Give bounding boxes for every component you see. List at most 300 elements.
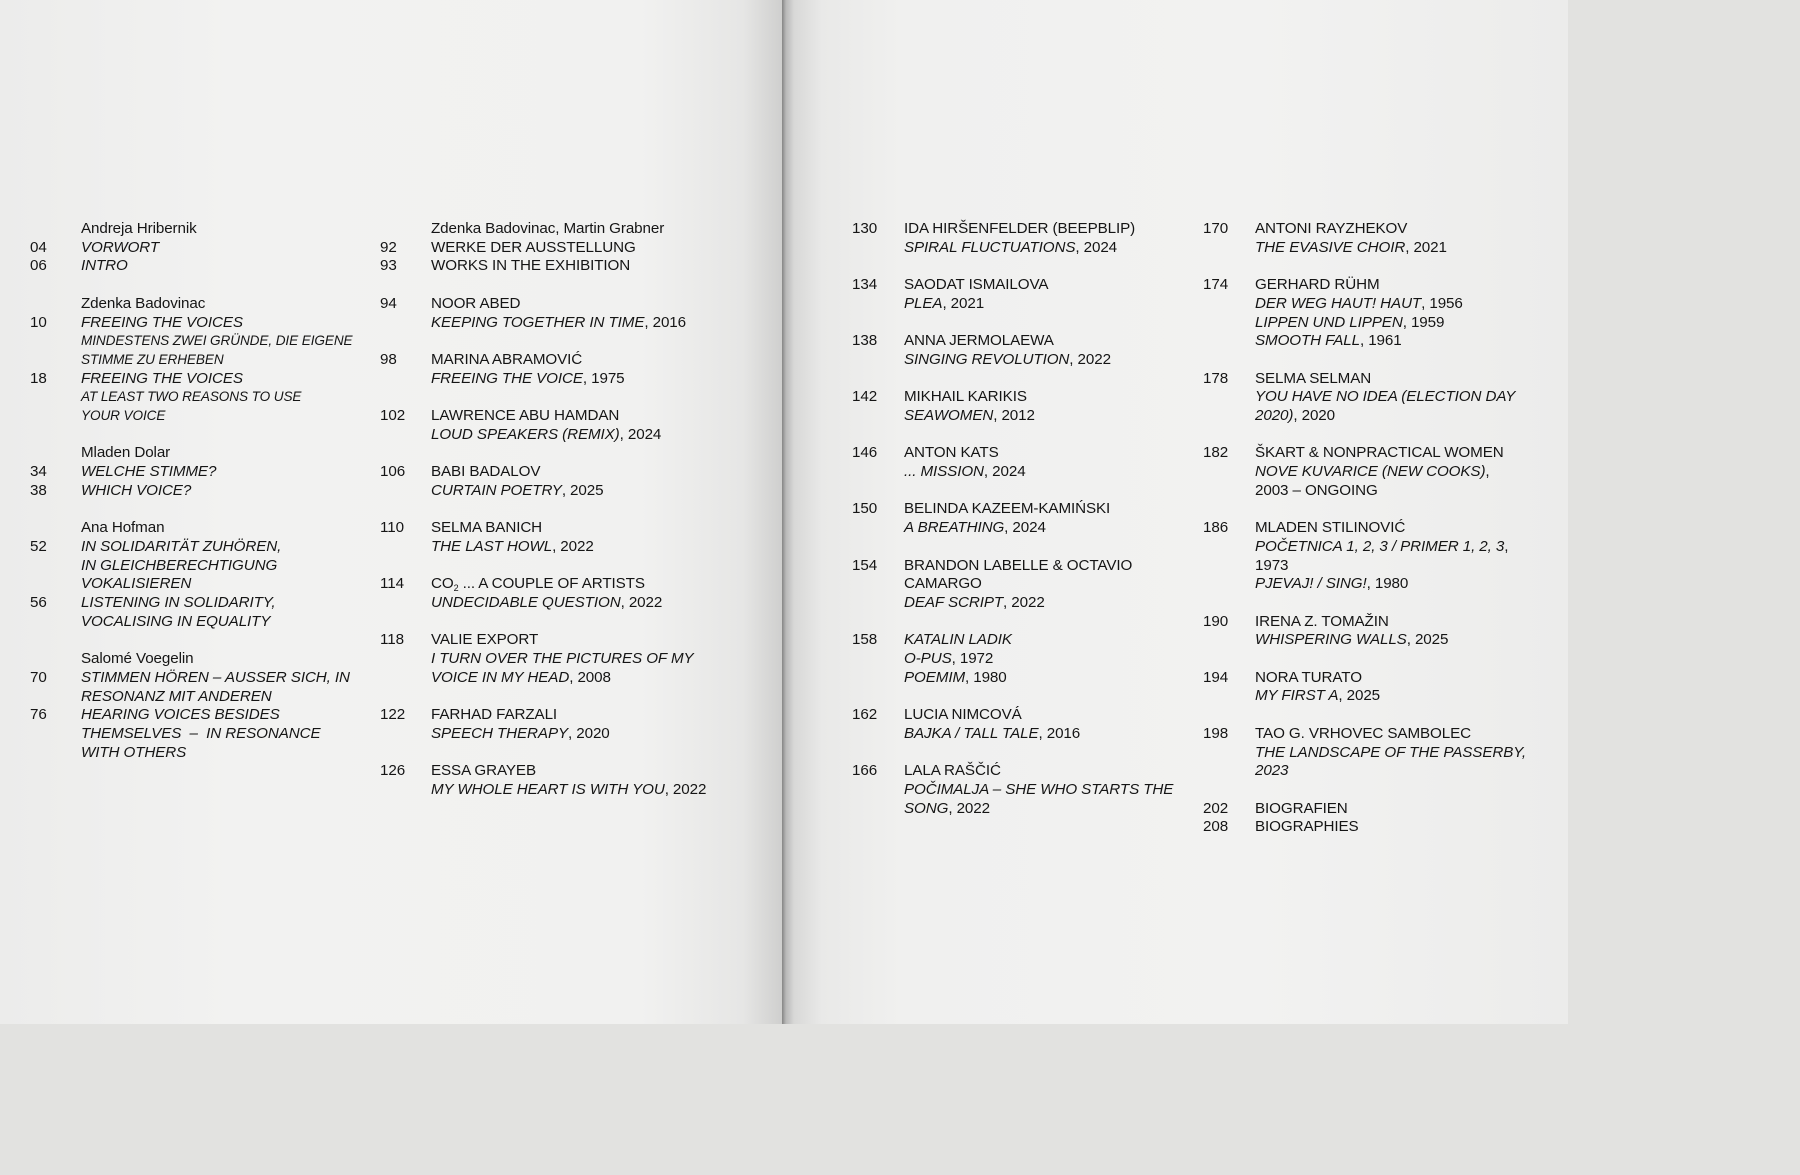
entry-text: KATALIN LADIK <box>904 631 1012 649</box>
entry-title <box>1255 575 1543 594</box>
entry-year: , 1972 <box>951 650 994 668</box>
toc-entry <box>380 463 720 500</box>
toc-line <box>1203 407 1543 426</box>
toc-column <box>380 220 720 818</box>
page-number: 76 <box>30 706 47 724</box>
entry-title <box>81 725 370 744</box>
entry-year: , 2016 <box>644 313 686 331</box>
entry-title <box>431 463 720 482</box>
entry-text: Andreja Hribernik <box>81 220 197 237</box>
toc-entry <box>1203 800 1543 837</box>
entry-title <box>1255 519 1543 538</box>
entry-text: THE LAST HOWL <box>431 537 553 555</box>
entry-title <box>904 407 1192 426</box>
toc-line <box>30 388 370 407</box>
entry-title <box>904 725 1192 744</box>
toc-line <box>380 463 720 482</box>
entry-year: , 1980 <box>1366 575 1409 593</box>
entry-title <box>431 725 720 744</box>
toc-line <box>30 239 370 258</box>
toc-line <box>852 332 1192 351</box>
entry-year: , 1973 <box>1255 537 1513 574</box>
page-number: 94 <box>380 294 397 312</box>
toc-entry <box>380 706 720 743</box>
entry-text: VORWORT <box>81 238 160 256</box>
entry-title <box>904 239 1192 258</box>
entry-text: FREEING THE VOICES <box>81 369 243 387</box>
entry-title <box>81 575 370 594</box>
entry-text: GERHARD RÜHM <box>1255 276 1380 294</box>
toc-line <box>852 388 1192 407</box>
toc-author-line <box>380 220 720 239</box>
entry-text: BIOGRAPHIES <box>1255 818 1359 836</box>
subscript: 2 <box>453 583 459 594</box>
entry-text: SELMA BANICH <box>431 519 543 537</box>
toc-line <box>30 538 370 557</box>
entry-text: YOUR VOICE <box>81 408 166 424</box>
entry-year: , 1961 <box>1359 332 1402 350</box>
entry-title <box>904 650 1192 669</box>
toc-line <box>30 257 370 276</box>
entry-text: WORKS IN THE EXHIBITION <box>431 257 631 275</box>
entry-title <box>431 370 720 389</box>
entry-text: YOU HAVE NO IDEA (ELECTION DAY <box>1255 388 1516 406</box>
page-number: 166 <box>852 762 878 780</box>
toc-line <box>30 706 370 725</box>
entry-text: IDA HIRŠENFELDER (BEEPBLIP) <box>904 220 1136 237</box>
page-number: 98 <box>380 350 397 368</box>
entry-title <box>81 519 370 538</box>
entry-title <box>1255 314 1543 333</box>
entry-text: THE EVASIVE CHOIR <box>1255 238 1406 256</box>
entry-title <box>81 295 370 314</box>
entry-title <box>431 594 720 613</box>
entry-text: WITH OTHERS <box>81 743 187 761</box>
entry-year: , 2024 <box>983 463 1026 481</box>
entry-text: ... MISSION <box>904 463 984 481</box>
entry-title <box>1255 463 1543 482</box>
entry-title <box>904 500 1192 519</box>
entry-title <box>431 351 720 370</box>
toc-line <box>1203 463 1543 482</box>
right-page <box>782 0 1568 1024</box>
toc-line <box>30 463 370 482</box>
entry-text: FREEING THE VOICE <box>431 369 583 387</box>
entry-text: THEMSELVES – IN RESONANCE <box>81 724 321 742</box>
entry-title <box>431 220 720 239</box>
entry-title <box>431 519 720 538</box>
toc-entry <box>1203 220 1543 257</box>
toc-entry <box>380 351 720 388</box>
entry-title <box>431 407 720 426</box>
entry-title <box>904 781 1192 800</box>
entry-text: Salomé Voegelin <box>81 650 194 668</box>
toc-entry <box>380 220 720 276</box>
entry-title <box>431 314 720 333</box>
toc-author-line <box>30 220 370 239</box>
entry-title <box>81 669 370 688</box>
page-number: 70 <box>30 668 47 686</box>
toc-line <box>852 800 1192 819</box>
entry-text: ANTONI RAYZHEKOV <box>1255 220 1408 237</box>
entry-title <box>1255 800 1543 819</box>
entry-text: IRENA Z. TOMAŽIN <box>1255 612 1389 630</box>
toc-line <box>380 725 720 744</box>
entry-year: , 2025 <box>1406 631 1449 649</box>
entry-title <box>1255 444 1543 463</box>
entry-text: CO <box>431 575 454 593</box>
toc-entry <box>852 500 1192 537</box>
entry-title <box>431 781 720 800</box>
entry-title <box>1255 407 1543 426</box>
page-number: 126 <box>380 762 406 780</box>
entry-title <box>81 613 370 632</box>
entry-text: LALA RAŠČIĆ <box>904 762 1001 780</box>
entry-year: , 1959 <box>1402 313 1445 331</box>
entry-text: TAO G. VRHOVEC SAMBOLEC <box>1255 724 1471 742</box>
toc-line <box>852 407 1192 426</box>
toc-line <box>1203 370 1543 389</box>
entry-text: MINDESTENS ZWEI GRÜNDE, DIE EIGENE <box>81 333 353 349</box>
entry-text: KEEPING TOGETHER IN TIME <box>431 313 645 331</box>
page-number: 52 <box>30 537 47 555</box>
entry-text: POČIMALJA – SHE WHO STARTS THE <box>904 780 1174 798</box>
entry-year: , 2024 <box>619 425 662 443</box>
entry-title <box>1255 538 1543 575</box>
page-number: 154 <box>852 556 878 574</box>
entry-text: POČETNICA 1, 2, 3 / PRIMER 1, 2, 3 <box>1255 537 1505 555</box>
entry-year: , 2022 <box>664 780 707 798</box>
toc-line <box>30 688 370 707</box>
toc-entry <box>380 762 720 799</box>
toc-line <box>1203 314 1543 333</box>
toc-line <box>30 351 370 370</box>
entry-title <box>1255 220 1543 239</box>
toc-entry <box>380 295 720 332</box>
entry-title <box>81 332 370 351</box>
toc-entry <box>852 388 1192 425</box>
entry-text: SMOOTH FALL <box>1255 332 1360 350</box>
entry-text: LISTENING IN SOLIDARITY, <box>81 594 276 612</box>
toc-line <box>380 519 720 538</box>
entry-title <box>1255 295 1543 314</box>
entry-title <box>1255 762 1543 781</box>
entry-text: VOICE IN MY HEAD <box>431 668 570 686</box>
entry-text: CAMARGO <box>904 575 982 593</box>
entry-title <box>1255 276 1543 295</box>
entry-text: Zdenka Badovinac <box>81 294 206 312</box>
entry-title <box>1255 631 1543 650</box>
entry-text: MLADEN STILINOVIĆ <box>1255 519 1406 537</box>
page-number: 174 <box>1203 276 1229 294</box>
entry-text: SPEECH THERAPY <box>431 724 569 742</box>
entry-title <box>1255 818 1543 837</box>
entry-year: , 1956 <box>1421 294 1463 312</box>
entry-text: ANNA JERMOLAEWA <box>904 332 1054 350</box>
toc-line <box>380 314 720 333</box>
toc-line <box>852 650 1192 669</box>
toc-line <box>1203 538 1543 575</box>
entry-title <box>1255 613 1543 632</box>
toc-entry <box>30 519 370 631</box>
toc-line <box>380 295 720 314</box>
toc-line <box>30 557 370 576</box>
entry-title <box>904 220 1192 239</box>
entry-year: , 1980 <box>965 668 1007 686</box>
entry-title <box>904 295 1192 314</box>
page-number: 34 <box>30 463 47 481</box>
entry-text: I TURN OVER THE PICTURES OF MY <box>431 650 694 668</box>
toc-line <box>30 482 370 501</box>
entry-text: FARHAD FARZALI <box>431 706 558 724</box>
entry-text: PLEA <box>904 294 943 312</box>
entry-text: SPIRAL FLUCTUATIONS <box>904 238 1076 256</box>
entry-text: LAWRENCE ABU HAMDAN <box>431 406 620 424</box>
toc-line <box>852 557 1192 576</box>
entry-text: SONG <box>904 799 949 817</box>
entry-text: BAJKA / TALL TALE <box>904 724 1039 742</box>
entry-text: Ana Hofman <box>81 519 165 537</box>
entry-year: , 2022 <box>620 593 663 611</box>
toc-line <box>852 669 1192 688</box>
page-number: 110 <box>380 519 404 537</box>
entry-text: SINGING REVOLUTION <box>904 350 1070 368</box>
toc-entry <box>1203 613 1543 650</box>
entry-title <box>81 482 370 501</box>
entry-year: , 2025 <box>1338 687 1381 705</box>
entry-title <box>81 538 370 557</box>
toc-line <box>380 575 720 594</box>
toc-line <box>1203 575 1543 594</box>
toc-line <box>1203 613 1543 632</box>
entry-year: , 2020 <box>568 724 610 742</box>
entry-text: STIMME ZU ERHEBEN <box>81 351 224 367</box>
page-number: 134 <box>852 276 878 294</box>
entry-text: IN GLEICHBERECHTIGUNG <box>81 556 278 574</box>
entry-title <box>1255 744 1543 763</box>
toc-entry <box>30 444 370 500</box>
entry-title <box>81 744 370 763</box>
entry-title <box>81 706 370 725</box>
entry-text: LIPPEN UND LIPPEN <box>1255 313 1403 331</box>
entry-text: BRANDON LABELLE & OCTAVIO <box>904 556 1133 574</box>
entry-text: Mladen Dolar <box>81 444 171 462</box>
toc-line <box>1203 220 1543 239</box>
toc-column <box>1203 220 1543 856</box>
toc-line <box>380 239 720 258</box>
entry-text: A BREATHING <box>904 519 1005 537</box>
toc-line <box>380 781 720 800</box>
entry-text-continued: ... A COUPLE OF ARTISTS <box>458 575 645 593</box>
toc-line <box>1203 388 1543 407</box>
page-number: 162 <box>852 706 878 724</box>
entry-title <box>81 370 370 389</box>
entry-text: HEARING VOICES BESIDES <box>81 706 280 724</box>
entry-title <box>431 257 720 276</box>
page-number: 122 <box>380 706 406 724</box>
entry-text: LOUD SPEAKERS (REMIX) <box>431 425 620 443</box>
entry-text: SELMA SELMAN <box>1255 369 1372 387</box>
entry-year: , 1975 <box>582 369 625 387</box>
page-number: 10 <box>30 313 47 331</box>
entry-year: , 2024 <box>1004 519 1046 537</box>
entry-title <box>1255 388 1543 407</box>
toc-entry <box>852 631 1192 687</box>
toc-entry <box>1203 276 1543 351</box>
toc-line <box>852 500 1192 519</box>
toc-line <box>30 575 370 594</box>
entry-title <box>904 631 1192 650</box>
page-number: 198 <box>1203 724 1229 742</box>
entry-text: Zdenka Badovinac, Martin Grabner <box>431 220 665 237</box>
toc-line <box>1203 800 1543 819</box>
entry-year: , <box>1485 463 1490 481</box>
entry-text: WERKE DER AUSSTELLUNG <box>431 238 636 256</box>
entry-text: MY FIRST A <box>1255 687 1339 705</box>
toc-line <box>852 575 1192 594</box>
entry-year: , 2020 <box>1293 407 1335 424</box>
entry-title <box>904 706 1192 725</box>
entry-text: ESSA GRAYEB <box>431 762 536 780</box>
toc-entry <box>380 575 720 612</box>
left-page <box>0 0 782 1024</box>
toc-line <box>380 538 720 557</box>
toc-line <box>30 613 370 632</box>
toc-entry <box>1203 725 1543 781</box>
entry-year: , 2012 <box>993 406 1035 424</box>
entry-text: NORA TURATO <box>1255 668 1362 686</box>
page-number: 170 <box>1203 220 1229 237</box>
entry-title <box>81 314 370 333</box>
entry-text: AT LEAST TWO REASONS TO USE <box>81 389 302 405</box>
toc-line <box>380 257 720 276</box>
entry-title <box>904 762 1192 781</box>
page-number: 202 <box>1203 799 1229 817</box>
entry-text: POEMIM <box>904 668 965 686</box>
toc-entry <box>852 762 1192 818</box>
entry-title <box>81 557 370 576</box>
toc-line <box>852 220 1192 239</box>
entry-text: ANTON KATS <box>904 444 999 462</box>
entry-title <box>81 239 370 258</box>
toc-entry <box>30 220 370 276</box>
toc-line <box>1203 239 1543 258</box>
entry-title <box>431 706 720 725</box>
toc-author-line <box>30 295 370 314</box>
page-number: 208 <box>1203 818 1229 836</box>
page-number: 178 <box>1203 369 1229 387</box>
toc-line <box>852 725 1192 744</box>
entry-text: DEAF SCRIPT <box>904 593 1004 611</box>
entry-title <box>431 631 720 650</box>
toc-entry <box>852 557 1192 613</box>
entry-text: ŠKART & NONPRACTICAL WOMEN <box>1255 444 1504 462</box>
page-number: 130 <box>852 220 878 237</box>
entry-text: BIOGRAFIEN <box>1255 799 1348 817</box>
entry-text: DER WEG HAUT! HAUT <box>1255 294 1422 312</box>
entry-title <box>431 239 720 258</box>
entry-text: O-PUS <box>904 650 952 668</box>
toc-line <box>852 781 1192 800</box>
entry-title <box>81 257 370 276</box>
entry-title <box>81 463 370 482</box>
toc-line <box>380 762 720 781</box>
toc-line <box>1203 818 1543 837</box>
page-number: 118 <box>380 631 404 649</box>
toc-column <box>852 220 1192 837</box>
entry-text: BELINDA KAZEEM-KAMIŃSKI <box>904 500 1111 518</box>
toc-author-line <box>30 650 370 669</box>
page-number: 102 <box>380 406 406 424</box>
toc-entry <box>852 332 1192 369</box>
entry-title <box>904 388 1192 407</box>
entry-title <box>431 295 720 314</box>
page-number: 38 <box>30 481 47 499</box>
entry-title <box>904 444 1192 463</box>
toc-line <box>1203 669 1543 688</box>
entry-title <box>81 388 370 407</box>
page-number: 158 <box>852 631 878 649</box>
toc-line <box>30 744 370 763</box>
toc-line <box>1203 631 1543 650</box>
toc-line <box>30 594 370 613</box>
toc-line <box>30 314 370 333</box>
entry-text: WELCHE STIMME? <box>81 463 217 481</box>
toc-line <box>1203 519 1543 538</box>
entry-text: LUCIA NIMCOVÁ <box>904 706 1022 724</box>
toc-entry <box>1203 669 1543 706</box>
entry-text: WHISPERING WALLS <box>1255 631 1407 649</box>
entry-text: VOCALISING IN EQUALITY <box>81 612 271 630</box>
entry-title <box>904 276 1192 295</box>
toc-line <box>1203 444 1543 463</box>
page-number: 04 <box>30 238 47 256</box>
entry-title <box>81 594 370 613</box>
entry-text: 2023 <box>1255 762 1289 780</box>
page-number: 92 <box>380 238 397 256</box>
entry-title <box>431 538 720 557</box>
entry-year: , 2025 <box>561 481 604 499</box>
toc-line <box>380 407 720 426</box>
toc-entry <box>1203 370 1543 426</box>
entry-text: 2003 – ONGOING <box>1255 481 1378 499</box>
page-number: 93 <box>380 257 397 275</box>
entry-year: , 2022 <box>1069 350 1111 368</box>
toc-entry <box>852 220 1192 257</box>
entry-title <box>904 351 1192 370</box>
toc-entry <box>380 519 720 556</box>
entry-text: MARINA ABRAMOVIĆ <box>431 350 583 368</box>
page-number: 150 <box>852 500 878 518</box>
toc-line <box>380 351 720 370</box>
toc-line <box>380 631 720 650</box>
toc-line <box>30 725 370 744</box>
toc-entry <box>852 276 1192 313</box>
entry-title <box>81 351 370 370</box>
page-number: 18 <box>30 369 47 387</box>
toc-entry <box>30 295 370 426</box>
entry-title <box>1255 687 1543 706</box>
entry-title <box>904 669 1192 688</box>
entry-text: CURTAIN POETRY <box>431 481 562 499</box>
entry-text: VALIE EXPORT <box>431 631 539 649</box>
entry-text: NOOR ABED <box>431 294 521 312</box>
toc-entry <box>30 650 370 762</box>
entry-title <box>81 220 370 239</box>
entry-title <box>904 800 1192 819</box>
page-number: 56 <box>30 594 47 612</box>
entry-text: PJEVAJ! / SING! <box>1255 575 1367 593</box>
